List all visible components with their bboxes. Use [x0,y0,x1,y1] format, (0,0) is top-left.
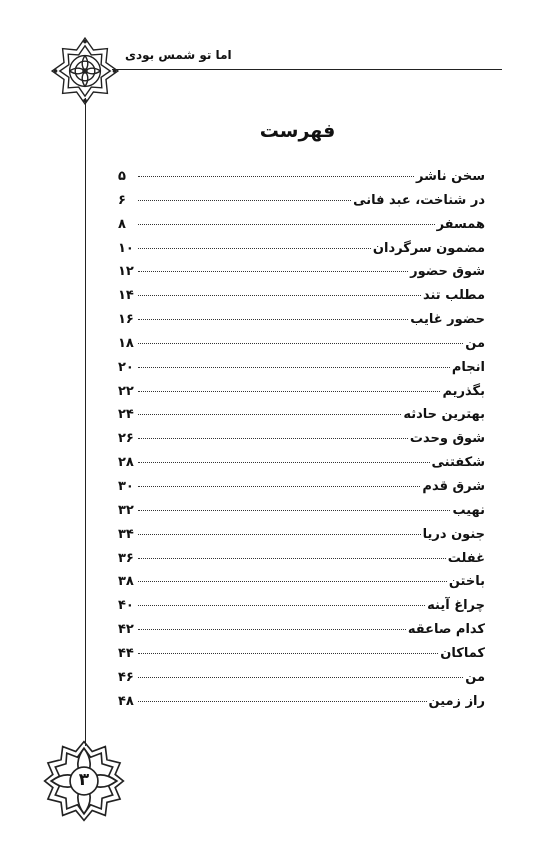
toc-entry[interactable] [118,360,485,384]
arabesque-ornament-icon [50,36,120,106]
leader-dots [138,581,447,582]
toc-entry-label: نهیب [452,502,485,518]
toc-entry-page: ۲۰ [118,359,134,375]
toc-entry-page: ۲۲ [118,383,134,399]
toc-entry[interactable] [118,574,485,598]
toc-entry[interactable] [118,407,485,431]
toc-entry-label: جنون دریا [422,526,485,542]
toc-entry-label: شکفتنی [431,455,485,471]
toc-entry-page: ۴۸ [118,693,134,709]
toc-entry-label: در شناخت، عبد فانی [353,192,485,208]
toc-entry-label: باختن [448,574,485,590]
toc-entry[interactable] [118,622,485,646]
toc-entry-label: شوق حضور [410,264,485,280]
toc-entry[interactable] [118,384,485,408]
leader-dots [138,605,425,606]
toc-entry-label: چراغ آینه [427,598,485,614]
toc-entry[interactable] [118,169,485,193]
toc-entry[interactable] [118,193,485,217]
toc-entry[interactable] [118,455,485,479]
toc-entry-label: مطلب تند [422,288,485,304]
toc-entry-page: ۱۶ [118,312,134,328]
toc-entry[interactable] [118,646,485,670]
toc-entry-page: ۵ [118,169,126,184]
toc-entry-page: ۳۶ [118,550,134,566]
leader-dots [138,462,430,463]
toc-entry-page: ۲۴ [118,407,134,423]
toc-entry-page: ۴۴ [118,645,134,661]
toc-entry[interactable] [118,694,485,718]
leader-dots [138,558,446,559]
leader-dots [138,534,421,535]
toc-entry-page: ۲۶ [118,431,134,447]
toc-entry[interactable] [118,288,485,312]
toc-entry[interactable] [118,431,485,455]
leader-dots [138,414,401,415]
toc-entry-label: شرق قدم [422,478,485,494]
running-title: اما تو شمس بودی [125,48,232,62]
leader-dots [138,248,371,249]
leader-dots [138,510,450,511]
toc-entry-page: ۳۸ [118,574,134,590]
toc-entry-page: ۱۸ [118,335,134,351]
margin-rule [85,98,86,746]
toc-entry-page: ۳۲ [118,502,134,518]
toc-entry-label: کدام صاعقه [407,622,485,638]
toc-entry-label: بهترین حادثه [403,407,485,423]
toc-entry-page: ۱۰ [118,240,134,256]
toc-title: فهرست [259,120,336,142]
toc-entry-page: ۴۶ [118,669,134,685]
toc-entry-page: ۸ [118,216,126,232]
toc-entry[interactable] [118,527,485,551]
toc-entry[interactable] [118,479,485,503]
toc-entry-page: ۲۸ [118,455,134,471]
toc-entry-label: کماکان [440,645,485,661]
toc-list [118,169,485,717]
toc-entry[interactable] [118,503,485,527]
leader-dots [138,391,440,392]
leader-dots [138,701,427,702]
toc-entry[interactable] [118,670,485,694]
toc-entry-page: ۳۰ [118,478,134,494]
toc-entry-label: سخن ناشر [415,169,485,184]
leader-dots [138,367,450,368]
toc-entry[interactable] [118,264,485,288]
leader-dots [138,438,408,439]
toc-entry-page: ۱۲ [118,264,134,280]
leader-dots [138,653,438,654]
leader-dots [138,629,406,630]
toc-entry-page: ۴۰ [118,598,134,614]
toc-entry[interactable] [118,598,485,622]
leader-dots [138,200,351,201]
leader-dots [138,486,420,487]
toc-entry-label: مضمون سرگردان [372,240,485,256]
toc-entry-label: همسفر [436,216,485,232]
toc-entry-label: من [465,335,485,351]
toc-entry-label: بگذریم [442,383,485,399]
toc-entry-label: راز زمین [428,693,485,709]
toc-entry-page: ۴۲ [118,622,134,638]
leader-dots [138,677,463,678]
toc-entry[interactable] [118,312,485,336]
toc-entry-label: غفلت [447,550,485,566]
toc-entry-label: شوق وحدت [409,431,485,447]
leader-dots [138,224,435,225]
leader-dots [138,271,408,272]
toc-entry[interactable] [118,241,485,265]
header-rule [112,69,502,70]
toc-entry[interactable] [118,217,485,241]
toc-entry-page: ۶ [118,192,126,208]
page-number: ۳ [78,770,90,790]
leader-dots [138,343,463,344]
toc-entry[interactable] [118,551,485,575]
leader-dots [138,319,408,320]
toc-entry-page: ۱۴ [118,288,134,304]
leader-dots [138,176,414,177]
toc-entry-label: انجام [451,359,485,375]
toc-entry[interactable] [118,336,485,360]
toc-entry-label: حضور غایب [410,312,485,328]
leader-dots [138,295,421,296]
toc-entry-label: من [465,669,485,685]
toc-entry-page: ۳۴ [118,526,134,542]
